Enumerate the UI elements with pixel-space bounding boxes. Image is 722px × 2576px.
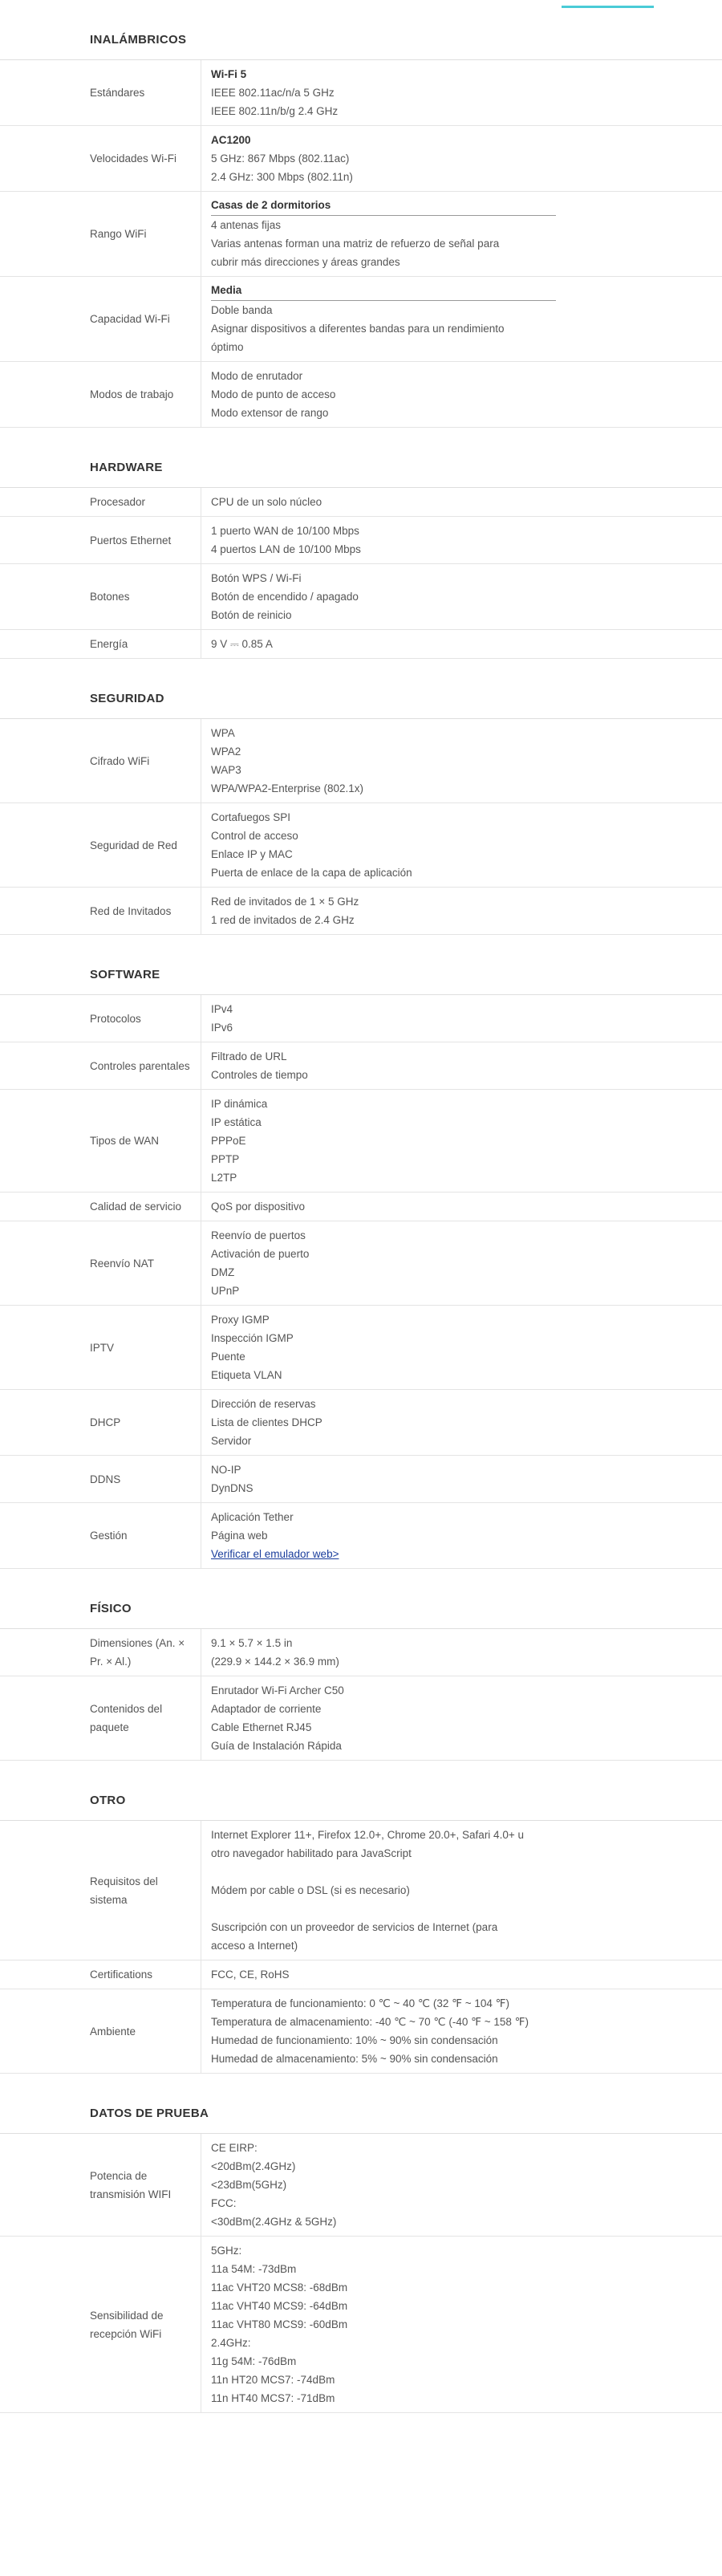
spec-row bbox=[0, 362, 722, 428]
spec-key-label: Tipos de WAN bbox=[90, 1135, 160, 1147]
spec-key-cell bbox=[0, 1503, 201, 1568]
spec-section bbox=[0, 2074, 722, 2413]
spec-key-label: Seguridad de Red bbox=[90, 839, 177, 851]
spec-value-line: WPA/WPA2-Enterprise (802.1x) bbox=[211, 782, 364, 794]
spec-value-cell bbox=[201, 1960, 722, 1989]
spec-key-label: Requisitos del sistema bbox=[90, 1875, 158, 1906]
spec-value-line: 2.4 GHz: 300 Mbps (802.11n) bbox=[211, 171, 353, 183]
spec-section bbox=[0, 428, 722, 659]
spec-value-line: FCC: bbox=[211, 2197, 237, 2209]
spec-value-line: Inspección IGMP bbox=[211, 1332, 294, 1344]
spec-value-line: (229.9 × 144.2 × 36.9 mm) bbox=[211, 1656, 339, 1668]
spec-value-line: Media bbox=[211, 282, 556, 301]
spec-key-cell bbox=[0, 888, 201, 934]
spec-key-cell bbox=[0, 2237, 201, 2412]
spec-value-line: PPPoE bbox=[211, 1135, 246, 1147]
spec-value-line: Filtrado de URL bbox=[211, 1050, 287, 1062]
spec-value-cell bbox=[201, 60, 722, 125]
spec-value-line: Página web bbox=[211, 1530, 268, 1542]
spec-key-cell bbox=[0, 1821, 201, 1960]
spec-value-line: 11ac VHT80 MCS9: -60dBm bbox=[211, 2318, 348, 2330]
spec-table bbox=[0, 2133, 722, 2413]
spec-value-line: Botón de reinicio bbox=[211, 609, 292, 621]
spec-key-label: Cifrado WiFi bbox=[90, 754, 150, 767]
spec-value-cell bbox=[201, 1989, 722, 2073]
spec-value-line: DynDNS bbox=[211, 1482, 254, 1494]
spec-value-cell bbox=[201, 362, 722, 427]
spec-row bbox=[0, 1821, 722, 1960]
spec-value-line: WPA2 bbox=[211, 746, 241, 758]
spec-value-line: 11a 54M: -73dBm bbox=[211, 2263, 297, 2275]
spec-value-line: 4 puertos LAN de 10/100 Mbps bbox=[211, 543, 361, 555]
spec-value-line: 5GHz: bbox=[211, 2245, 242, 2257]
spec-section bbox=[0, 1569, 722, 1761]
spec-key-cell bbox=[0, 517, 201, 563]
spec-row bbox=[0, 488, 722, 517]
spec-key-label: Contenidos del paquete bbox=[90, 1703, 163, 1733]
spec-value-line: <20dBm(2.4GHz) bbox=[211, 2160, 296, 2172]
spec-value-line: Activación de puerto bbox=[211, 1248, 310, 1260]
spec-value-line: Humedad de funcionamiento: 10% ~ 90% sin condensación bbox=[211, 2034, 498, 2046]
spec-value-cell bbox=[201, 192, 722, 276]
spec-key-label: Procesador bbox=[90, 496, 146, 508]
spec-value-line: PPTP bbox=[211, 1153, 240, 1165]
section-title: OTRO bbox=[90, 1794, 126, 1807]
spec-value-line: Humedad de almacenamiento: 5% ~ 90% sin condensación bbox=[211, 2053, 498, 2065]
spec-row bbox=[0, 803, 722, 888]
spec-row bbox=[0, 517, 722, 564]
spec-row bbox=[0, 1503, 722, 1569]
spec-value-line: Guía de Instalación Rápida bbox=[211, 1740, 342, 1752]
spec-value-line: Dirección de reservas bbox=[211, 1398, 316, 1410]
spec-row bbox=[0, 1221, 722, 1306]
spec-value-line: Servidor bbox=[211, 1435, 252, 1447]
spec-value-line: CPU de un solo núcleo bbox=[211, 496, 322, 508]
spec-key-label: IPTV bbox=[90, 1341, 115, 1354]
spec-key-cell bbox=[0, 1676, 201, 1760]
spec-value-line: Lista de clientes DHCP bbox=[211, 1416, 322, 1428]
spec-value-line: Modo de punto de acceso bbox=[211, 388, 336, 400]
spec-key-cell bbox=[0, 1456, 201, 1502]
spec-value-cell bbox=[201, 1503, 722, 1568]
spec-value-line: Doble banda bbox=[211, 304, 273, 316]
spec-key-label: Protocolos bbox=[90, 1012, 141, 1025]
spec-key-label: Ambiente bbox=[90, 2025, 136, 2038]
spec-value-cell bbox=[201, 888, 722, 934]
spec-key-label: Certifications bbox=[90, 1969, 153, 1981]
spec-value-line: 1 red de invitados de 2.4 GHz bbox=[211, 914, 355, 926]
spec-value-line: WAP3 bbox=[211, 764, 241, 776]
spec-value-line: 9.1 × 5.7 × 1.5 in bbox=[211, 1637, 293, 1649]
spec-row bbox=[0, 2237, 722, 2413]
spec-row bbox=[0, 60, 722, 126]
spec-value-line: <30dBm(2.4GHz & 5GHz) bbox=[211, 2216, 337, 2228]
spec-value-line: Varias antenas forman una matriz de refuerzo de señal para bbox=[211, 238, 500, 250]
spec-value-line: IP dinámica bbox=[211, 1098, 268, 1110]
spec-section bbox=[0, 935, 722, 1569]
spec-value-line: 1 puerto WAN de 10/100 Mbps bbox=[211, 525, 359, 537]
spec-key-label: DDNS bbox=[90, 1473, 121, 1485]
section-title: DATOS DE PRUEBA bbox=[90, 2107, 209, 2120]
spec-value-line: Red de invitados de 1 × 5 GHz bbox=[211, 896, 359, 908]
spec-value-cell bbox=[201, 517, 722, 563]
spec-row bbox=[0, 2134, 722, 2237]
spec-key-cell bbox=[0, 488, 201, 516]
spec-value-line: IPv6 bbox=[211, 1022, 233, 1034]
spec-key-cell bbox=[0, 719, 201, 802]
spec-value-line: Modo de enrutador bbox=[211, 370, 303, 382]
spec-value-cell bbox=[201, 1090, 722, 1192]
spec-row bbox=[0, 1989, 722, 2074]
spec-value-cell bbox=[201, 1456, 722, 1502]
spec-key-label: Estándares bbox=[90, 87, 145, 99]
spec-value-line: Botón WPS / Wi-Fi bbox=[211, 572, 302, 584]
spec-value-line: CE EIRP: bbox=[211, 2142, 258, 2154]
spec-value-line: Etiqueta VLAN bbox=[211, 1369, 282, 1381]
spec-value-line: AC1200 bbox=[211, 134, 251, 146]
spec-value-line: Cortafuegos SPI bbox=[211, 811, 291, 823]
spec-value-line: óptimo bbox=[211, 341, 244, 353]
spec-value-line: NO-IP bbox=[211, 1464, 241, 1476]
spec-value-line: Suscripción con un proveedor de servicios de Internet (para bbox=[211, 1921, 498, 1933]
spec-row bbox=[0, 1042, 722, 1090]
spec-value-cell bbox=[201, 1042, 722, 1089]
spec-row bbox=[0, 888, 722, 935]
spec-value-line: 11ac VHT40 MCS9: -64dBm bbox=[211, 2300, 348, 2312]
spec-value-cell bbox=[201, 277, 722, 361]
spec-value-line: Internet Explorer 11+, Firefox 12.0+, Chrome 20.0+, Safari 4.0+ u bbox=[211, 1829, 524, 1841]
spec-value-line: Reenvío de puertos bbox=[211, 1229, 306, 1241]
spec-value-line: 11g 54M: -76dBm bbox=[211, 2355, 297, 2367]
blank-line bbox=[211, 1863, 626, 1881]
spec-section bbox=[0, 659, 722, 935]
spec-key-cell bbox=[0, 1629, 201, 1676]
spec-key-label: Puertos Ethernet bbox=[90, 534, 172, 546]
spec-value-cell bbox=[201, 1629, 722, 1676]
spec-row bbox=[0, 1676, 722, 1761]
spec-key-label: Energía bbox=[90, 638, 128, 650]
spec-value-line: otro navegador habilitado para JavaScript bbox=[211, 1847, 412, 1859]
spec-value-line: Wi-Fi 5 bbox=[211, 68, 247, 80]
spec-key-cell bbox=[0, 1193, 201, 1221]
spec-key-cell bbox=[0, 1960, 201, 1989]
spec-value-line: Enrutador Wi-Fi Archer C50 bbox=[211, 1684, 344, 1696]
spec-table bbox=[0, 59, 722, 428]
spec-row bbox=[0, 277, 722, 362]
spec-table bbox=[0, 487, 722, 659]
spec-key-label: DHCP bbox=[90, 1416, 121, 1428]
spec-value-line: 9 V ⎓ 0.85 A bbox=[211, 638, 273, 650]
spec-row bbox=[0, 1960, 722, 1989]
spec-value-line: IP estática bbox=[211, 1116, 262, 1128]
spec-key-cell bbox=[0, 995, 201, 1042]
spec-key-label: Calidad de servicio bbox=[90, 1201, 182, 1213]
spec-value-cell bbox=[201, 1306, 722, 1389]
spec-key-label: Rango WiFi bbox=[90, 228, 147, 240]
spec-value-cell bbox=[201, 488, 722, 516]
spec-value-cell bbox=[201, 1221, 722, 1305]
spec-value-line: Temperatura de funcionamiento: 0 ℃ ~ 40 ℃ (32 ℉ ~ 104 ℉) bbox=[211, 1997, 509, 2009]
spec-row bbox=[0, 1193, 722, 1221]
spec-value-line: 11n HT20 MCS7: -74dBm bbox=[211, 2374, 335, 2386]
spec-value-line: IEEE 802.11n/b/g 2.4 GHz bbox=[211, 105, 339, 117]
spec-value-line: Asignar dispositivos a diferentes bandas para un rendimiento bbox=[211, 323, 505, 335]
spec-value-line: QoS por dispositivo bbox=[211, 1201, 306, 1213]
spec-row bbox=[0, 1306, 722, 1390]
spec-value-cell bbox=[201, 126, 722, 191]
spec-value-line: Proxy IGMP bbox=[211, 1314, 270, 1326]
spec-key-label: Velocidades Wi-Fi bbox=[90, 152, 177, 165]
spec-table bbox=[0, 994, 722, 1569]
spec-value-line: Cable Ethernet RJ45 bbox=[211, 1721, 312, 1733]
spec-key-label: Potencia de transmisión WIFI bbox=[90, 2169, 172, 2200]
spec-value-line: WPA bbox=[211, 727, 235, 739]
spec-key-label: Red de Invitados bbox=[90, 904, 172, 917]
spec-value-line: acceso a Internet) bbox=[211, 1940, 298, 1952]
spec-value-cell bbox=[201, 1193, 722, 1221]
spec-value-line: 11n HT40 MCS7: -71dBm bbox=[211, 2392, 335, 2404]
spec-key-label: Botones bbox=[90, 591, 130, 603]
spec-row bbox=[0, 192, 722, 277]
spec-row bbox=[0, 564, 722, 630]
section-title: HARDWARE bbox=[90, 461, 163, 474]
spec-value-line: 2.4GHz: bbox=[211, 2337, 251, 2349]
spec-key-cell bbox=[0, 277, 201, 361]
spec-key-cell bbox=[0, 2134, 201, 2236]
spec-key-label: Dimensiones (An. × Pr. × Al.) bbox=[90, 1637, 185, 1668]
web-emulator-link[interactable]: Verificar el emulador web> bbox=[211, 1548, 339, 1560]
spec-value-cell bbox=[201, 2237, 722, 2412]
spec-row bbox=[0, 719, 722, 803]
spec-key-cell bbox=[0, 192, 201, 276]
spec-key-label: Capacidad Wi-Fi bbox=[90, 313, 170, 325]
blank-line bbox=[211, 1899, 626, 1918]
spec-section bbox=[0, 1761, 722, 2074]
spec-value-line: Control de acceso bbox=[211, 830, 298, 842]
spec-value-line: cubrir más direcciones y áreas grandes bbox=[211, 256, 400, 268]
spec-key-cell bbox=[0, 60, 201, 125]
spec-row bbox=[0, 1090, 722, 1193]
spec-value-line: Modo extensor de rango bbox=[211, 407, 329, 419]
spec-value-line: Botón de encendido / apagado bbox=[211, 591, 359, 603]
spec-value-line: 11ac VHT20 MCS8: -68dBm bbox=[211, 2281, 348, 2294]
spec-value-line: Casas de 2 dormitorios bbox=[211, 197, 556, 216]
spec-key-label: Controles parentales bbox=[90, 1059, 190, 1072]
spec-value-line: Puerta de enlace de la capa de aplicación bbox=[211, 867, 412, 879]
spec-key-label: Sensibilidad de recepción WiFi bbox=[90, 2309, 164, 2340]
spec-table bbox=[0, 718, 722, 935]
spec-key-cell bbox=[0, 1306, 201, 1389]
spec-section bbox=[0, 0, 722, 428]
spec-value-line: L2TP bbox=[211, 1172, 237, 1184]
section-title: INALÁMBRICOS bbox=[90, 33, 187, 47]
spec-key-cell bbox=[0, 1042, 201, 1089]
section-title: SEGURIDAD bbox=[90, 692, 164, 705]
spec-value-cell bbox=[201, 1390, 722, 1455]
spec-row bbox=[0, 1629, 722, 1676]
spec-key-cell bbox=[0, 630, 201, 658]
spec-key-label: Reenvío NAT bbox=[90, 1257, 155, 1270]
spec-key-cell bbox=[0, 1390, 201, 1455]
spec-key-cell bbox=[0, 564, 201, 629]
spec-key-label: Gestión bbox=[90, 1530, 128, 1542]
spec-key-cell bbox=[0, 126, 201, 191]
spec-key-label: Modos de trabajo bbox=[90, 388, 174, 400]
spec-value-line: Módem por cable o DSL (si es necesario) bbox=[211, 1884, 410, 1896]
spec-value-cell bbox=[201, 2134, 722, 2236]
spec-table bbox=[0, 1820, 722, 2074]
spec-value-cell bbox=[201, 630, 722, 658]
spec-value-line: Aplicación Tether bbox=[211, 1511, 294, 1523]
section-title: SOFTWARE bbox=[90, 968, 160, 981]
spec-row bbox=[0, 995, 722, 1042]
spec-value-line: 4 antenas fijas bbox=[211, 219, 282, 231]
spec-row bbox=[0, 630, 722, 659]
spec-value-line: UPnP bbox=[211, 1285, 240, 1297]
spec-key-cell bbox=[0, 1090, 201, 1192]
spec-value-line: <23dBm(5GHz) bbox=[211, 2179, 287, 2191]
spec-value-line: FCC, CE, RoHS bbox=[211, 1969, 290, 1981]
spec-key-cell bbox=[0, 362, 201, 427]
spec-value-line: Controles de tiempo bbox=[211, 1069, 308, 1081]
section-title: FÍSICO bbox=[90, 1602, 132, 1615]
spec-value-line: Adaptador de corriente bbox=[211, 1703, 322, 1715]
spec-value-line: IEEE 802.11ac/n/a 5 GHz bbox=[211, 87, 335, 99]
spec-row bbox=[0, 126, 722, 192]
spec-value-line: Temperatura de almacenamiento: -40 ℃ ~ 70 ℃ (-40 ℉ ~ 158 ℉) bbox=[211, 2016, 529, 2028]
spec-row bbox=[0, 1456, 722, 1503]
spec-key-cell bbox=[0, 1221, 201, 1305]
spec-key-cell bbox=[0, 803, 201, 887]
spec-value-line: IPv4 bbox=[211, 1003, 233, 1015]
spec-value-cell bbox=[201, 803, 722, 887]
spec-value-line: DMZ bbox=[211, 1266, 235, 1278]
spec-key-cell bbox=[0, 1989, 201, 2073]
spec-value-cell bbox=[201, 719, 722, 802]
spec-value-line: Enlace IP y MAC bbox=[211, 848, 293, 860]
spec-value-cell bbox=[201, 564, 722, 629]
spec-table bbox=[0, 1628, 722, 1761]
spec-value-cell bbox=[201, 995, 722, 1042]
spec-value-line: 5 GHz: 867 Mbps (802.11ac) bbox=[211, 152, 350, 165]
spec-value-cell bbox=[201, 1676, 722, 1760]
spec-value-cell bbox=[201, 1821, 722, 1960]
spec-value-line: Puente bbox=[211, 1351, 245, 1363]
spec-row bbox=[0, 1390, 722, 1456]
